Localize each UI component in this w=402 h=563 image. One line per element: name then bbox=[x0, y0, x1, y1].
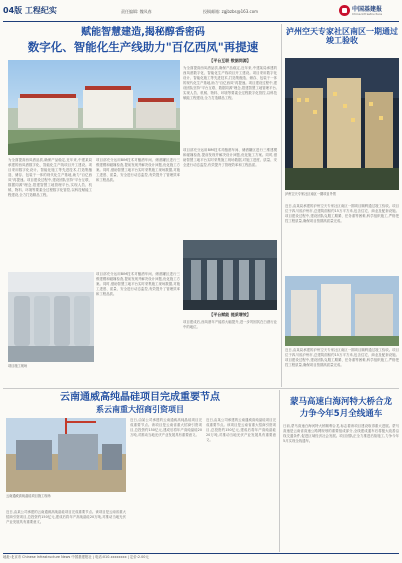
page-label: 04版 工程纪实 bbox=[3, 6, 57, 15]
article1-photo-workshop bbox=[8, 272, 94, 362]
article4-headline-line2: 力争今年5月全线通车 bbox=[299, 409, 383, 419]
article2-photo bbox=[285, 58, 399, 190]
masthead bbox=[3, 3, 399, 21]
paper-name: 中国基建报 bbox=[352, 6, 383, 13]
submission-email: 投稿邮箱: zgjbzbs@163.com bbox=[203, 9, 259, 14]
article1-caption-left: 项目施工现场 bbox=[8, 364, 28, 368]
article4-headline-line1: 蒙马高速白海河特大桥合龙 bbox=[289, 397, 392, 407]
article1-body-col6: 项目部充分运用BIM技术对酿酒车间、储酒罐区进行三维建模和碰撞检查,提前发现并解决设计问题,优化施工方案。同时,借助智慧工地平台实时采集施工现场数据,对施工进度、质量、安全进行动态监控,有效提升了管理效率和工程品质。 bbox=[96, 272, 180, 296]
article3-photo bbox=[6, 418, 126, 492]
paper-subtitle: China Infrastructure bbox=[352, 12, 383, 16]
column-divider bbox=[281, 24, 282, 387]
article1-headline-line1: 赋能智慧建造,揭秘醇香密码 bbox=[81, 27, 205, 38]
article1-photo-interior bbox=[183, 240, 277, 310]
article1-section-tag2: 【平台赋能 提质增效】 bbox=[209, 312, 251, 317]
article1-section-tag1: 【平台互联 数据同源】 bbox=[209, 58, 251, 63]
article3-body-col1: 近日,由某公司承建的云南通威高纯晶硅项目完成重要节点。该项目是云南省重大招商引资项目,总投资约150亿元,建成后将年产高纯晶硅20万吨,对推动当地光伏产业发展具有重要意义。 bbox=[6, 510, 126, 524]
article2-body: 近日,由某局承建的泸州空天专家社区南区一期项目顺利通过竣工验收。项目位于四川省泸州市,总建筑面积约15万平方米,包含住宅、商业及配套设施。项目建设过程中,建设团队克服工期紧、任务重等困难,科学组织施工,严格把控工程质量,确保项目按期高质量完成。 bbox=[285, 204, 399, 223]
page-footer: 地址:北京市 Chinese Infrastructure News 中国基建报社 | 电话:010-xxxxxxxx | 定价:2.00元 bbox=[3, 553, 399, 562]
article1-body-col3: 为全面提高西凤酒品质,确保产品稳定,近年来,中建某局承建的西凤酒数字化、智能化生产线项目开工建设。项目采用数字化设计、智能化施工等先进技术,打造集酿造、储存、包装于一体的现代化生产基地,助力"百亿西凤"再提速。项目建设过程中,建设团队坚持"平台互联、数据同源"理念,搭建智慧工地管理平台,实现人员、机械、物料、环境等要素全过程数字化管控,以科技赋能工程建设,全力打造精品工程。 bbox=[183, 66, 277, 100]
article2-caption: 泸州空天专家社区南区一期项目外景 bbox=[285, 192, 336, 196]
article3-body-col3: 近日,由某公司承建的云南通威高纯晶硅项目完成重要节点。该项目是云南省重大招商引资项目,总投资约150亿元,建成后将年产高纯晶硅20万吨,对推动当地光伏产业发展具有重要意义。 bbox=[206, 418, 276, 442]
article3-headline-line2: 系云南重大招商引资项目 bbox=[96, 405, 184, 414]
article3-caption: 云南通威高纯晶硅项目施工现场 bbox=[6, 494, 51, 498]
article1-body-col5: 项目建成后,西凤酒年产能将大幅提升,进一步巩固其在白酒行业中的地位。 bbox=[183, 320, 277, 329]
paper-logo bbox=[339, 4, 399, 18]
editor-credit: 责任编辑: 魏凤春 bbox=[121, 9, 152, 14]
article3-headline-line1: 云南通威高纯晶硅项目完成重要节点 bbox=[60, 392, 220, 403]
masthead-rule bbox=[3, 21, 399, 22]
article1-body-col2: 项目部充分运用BIM技术对酿酒车间、储酒罐区进行三维建模和碰撞检查,提前发现并解决设计问题,优化施工方案。同时,借助智慧工地平台实时采集施工现场数据,对施工进度、质量、安全进行动态监控,有效提升了管理效率和工程品质。 bbox=[96, 158, 180, 182]
paper-logo-icon bbox=[339, 5, 350, 16]
article1-photo-plant bbox=[8, 60, 180, 155]
article2-headline: 泸州空天专家社区南区一期通过竣工验收 bbox=[286, 27, 398, 46]
article2-body-cont: 近日,由某局承建的泸州空天专家社区南区一期项目顺利通过竣工验收。项目位于四川省泸州市,总建筑面积约15万平方米,包含住宅、商业及配套设施。项目建设过程中,建设团队克服工期紧、任务重等困难,科学组织施工,严格把控工程质量,确保项目按期高质量完成。 bbox=[285, 348, 399, 367]
article1-headline-line2: 数字化、智能化生产线助力"百亿西凤"再提速 bbox=[27, 40, 259, 54]
section-divider bbox=[3, 388, 399, 389]
article3-body-col2: 近日,由某公司承建的云南通威高纯晶硅项目完成重要节点。该项目是云南省重大招商引资项目,总投资约150亿元,建成后将年产高纯晶硅20万吨,对推动当地光伏产业发展具有重要意义。 bbox=[130, 418, 202, 437]
article1-body-col4: 项目部充分运用BIM技术对酿酒车间、储酒罐区进行三维建模和碰撞检查,提前发现并解决设计问题,优化施工方案。同时,借助智慧工地平台实时采集施工现场数据,对施工进度、质量、安全进行动态监控,有效提升了管理效率和工程品质。 bbox=[183, 148, 277, 167]
article4-body: 日前,蒙马高速白海河特大桥顺利合龙,标志着该项目建设取得重大进展。蒙马高速是云南省高速公路网规划的重要组成部分,全线建成通车后将极大改善沿线交通条件,促进区域经济社会发展。项目团队正全力推进后续施工,力争今年5月实现全线通车。 bbox=[283, 424, 399, 443]
column-divider-bottom bbox=[279, 390, 280, 552]
article2-photo2 bbox=[285, 276, 399, 346]
article1-body-col1: 为全面提高西凤酒品质,确保产品稳定,近年来,中建某局承建的西凤酒数字化、智能化生产线项目开工建设。项目采用数字化设计、智能化施工等先进技术,打造集酿造、储存、包装于一体的现代化生产基地,助力"百亿西凤"再提速。项目建设过程中,建设团队坚持"平台互联、数据同源"理念,搭建智慧工地管理平台,实现人员、机械、物料、环境等要素全过程数字化管控,以科技赋能工程建设,全力打造精品工程。 bbox=[8, 158, 92, 197]
